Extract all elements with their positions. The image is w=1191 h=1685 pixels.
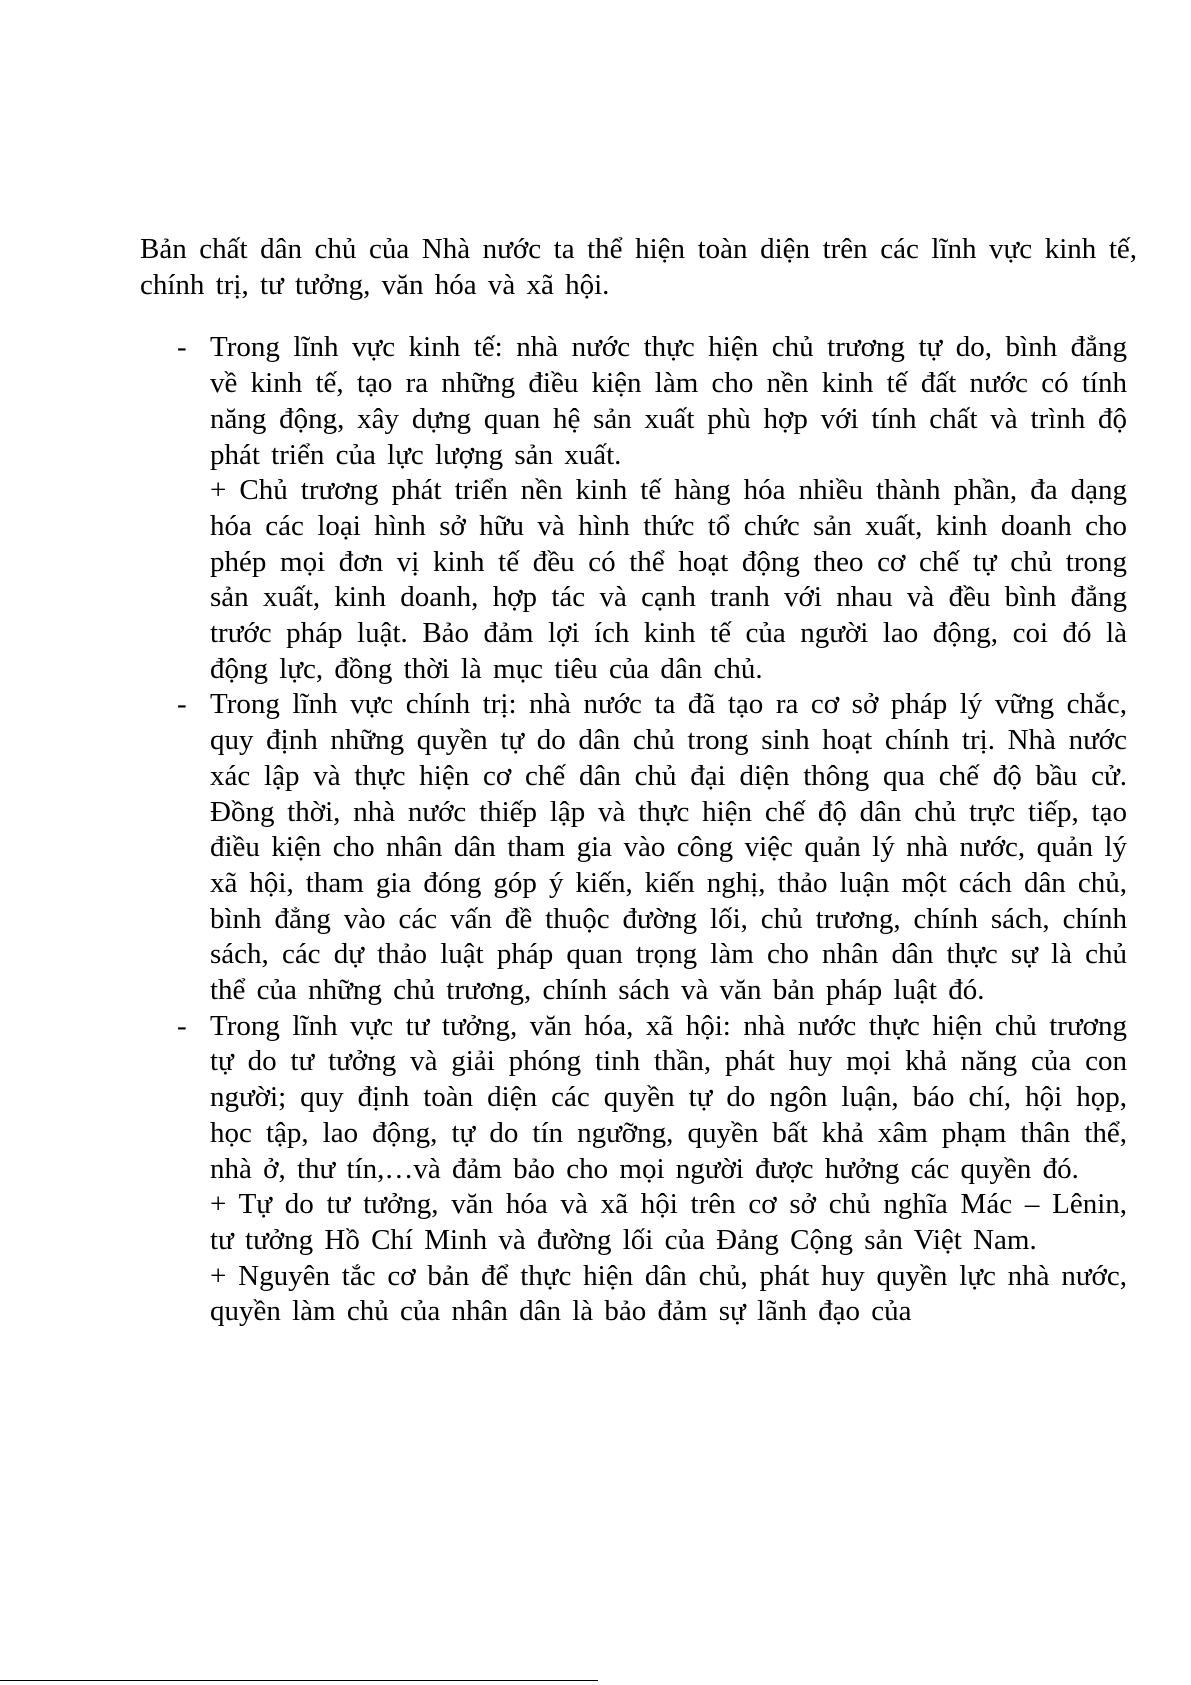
- footnote-divider: [0, 1680, 598, 1681]
- politics-paragraph: Trong lĩnh vực chính trị: nhà nước ta đã tạo ra cơ sở pháp lý vững chắc, quy định những quyền tự do dân chủ trong sinh hoạt chính trị. Nhà nước xác lập và thực hiện cơ chế dân chủ đại diện thông qua chế độ bầu cử. Đồng thời, nhà nước thiếp lập và thực hiện chế độ dân chủ trực tiếp, tạo điều kiện cho nhân dân tham gia vào công việc quản lý nhà nước, quản lý xã hội, tham gia đóng góp ý kiến, kiến nghị, thảo luận một cách dân chủ, bình đẳng vào các vấn đề thuộc đường lối, chủ trương, chính sách, chính sách, các dự thảo luật pháp quan trọng làm cho nhân dân thực sự là chủ thể của những chủ trương, chính sách và văn bản pháp luật đó.: [210, 688, 1127, 1007]
- bullet-dash: -: [177, 331, 187, 364]
- bullet-item-economy: [140, 330, 1137, 687]
- culture-paragraph: Trong lĩnh vực tư tưởng, văn hóa, xã hội: nhà nước thực hiện chủ trương tự do tư tưởng và giải phóng tinh thần, phát huy mọi khả năng của con người; quy định toàn diện các quyền tự do ngôn luận, báo chí, hội họp, học tập, lao động, tự do tín ngưỡng, quyền bất khả xâm phạm thân thể, nhà ở, thư tín,…và đảm bảo cho mọi người được hưởng các quyền đó.: [210, 1009, 1127, 1185]
- economy-subpoint: + Chủ trương phát triển nền kinh tế hàng hóa nhiều thành phần, đa dạng hóa các loại hình sở hữu và hình thức tổ chức sản xuất, kinh doanh cho phép mọi đơn vị kinh tế đều có thể hoạt động theo cơ chế tự chủ trong sản xuất, kinh doanh, hợp tác và cạnh tranh với nhau và đều bình đẳng trước pháp luật. Bảo đảm lợi ích kinh tế của người lao động, coi đó là động lực, đồng thời là mục tiêu của dân chủ.: [210, 474, 1127, 685]
- bullet-dash: -: [177, 688, 187, 721]
- economy-paragraph: Trong lĩnh vực kinh tế: nhà nước thực hiện chủ trương tự do, bình đẳng về kinh tế, tạo ra những điều kiện làm cho nền kinh tế đất nước có tính năng động, xây dựng quan hệ sản xuất phù hợp với tính chất và trình độ phát triển của lực lượng sản xuất.: [210, 331, 1127, 471]
- culture-subpoint-principle: + Nguyên tắc cơ bản để thực hiện dân chủ, phát huy quyền lực nhà nước, quyền làm chủ của nhân dân là bảo đảm sự lãnh đạo của: [210, 1259, 1127, 1328]
- intro-paragraph: Bản chất dân chủ của Nhà nước ta thể hiện toàn diện trên các lĩnh vực kinh tế, chính trị, tư tưởng, văn hóa và xã hội.: [140, 233, 1137, 301]
- bullet-item-culture: [140, 1009, 1137, 1330]
- culture-subpoint-ideology: + Tự do tư tưởng, văn hóa và xã hội trên cơ sở chủ nghĩa Mác – Lênin, tư tưởng Hồ Chí Minh và đường lối của Đảng Cộng sản Việt Nam.: [210, 1188, 1127, 1256]
- document-body: [140, 232, 1137, 1330]
- bullet-item-politics: [140, 687, 1137, 1008]
- bullet-list: [140, 330, 1137, 1330]
- bullet-dash: -: [177, 1009, 187, 1042]
